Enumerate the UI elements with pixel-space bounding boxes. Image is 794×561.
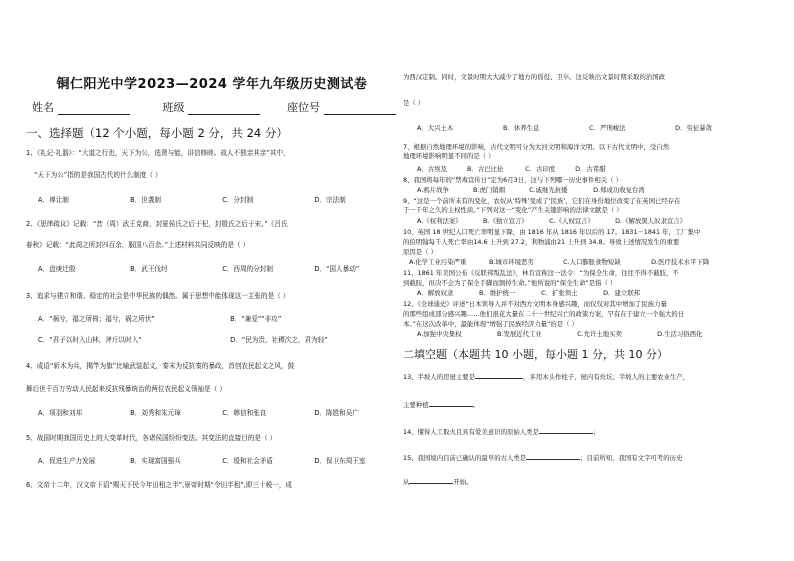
q8-stem: 8、我国将每年的“禁毒宣传日”定为6月3日，这与下列哪一历史事件相关（ ） [403,176,622,184]
q3-stem: 3、追求与建立和谐、稳定的社会是中华民族的偶然。属于思想中能体现这一主张的是（ ） [26,292,290,300]
q15-line1 [403,452,682,462]
q14-text-b: ； [592,428,600,436]
q5-option-d[interactable]: D．保卫东周王室 [314,457,366,465]
q2-option-a[interactable]: A．盘庚迁殷 [38,265,76,273]
q9-option-c[interactable]: C.《人权宣言》 [549,217,594,225]
q12-option-d[interactable]: D.生活习俗西化 [657,330,703,338]
q14-text-a: 14、懂得人工取火且具有爱美意识的原始人类是 [403,428,539,436]
q15-text-a: 15、我国境内目前已确认的最早的古人类是 [403,454,527,462]
q7-option-b[interactable]: B．古巴比伦 [467,165,504,173]
q7-option-c[interactable]: C．古印度 [525,165,556,173]
q1-option-b[interactable]: B．世袭制 [130,196,162,204]
q1-options [38,196,346,205]
seat-label: 座位号 [287,101,320,114]
q5-stem: 5、战国时期我国历史上的大变革时代，各诸侯国纷纷变法。其变法的直接目的是（ ） [26,434,277,442]
q9-option-a[interactable]: A.《权利法案》 [417,217,462,225]
q13-line2 [403,399,479,409]
q11-option-b[interactable]: B．维护统一 [479,289,516,297]
q11-options [417,289,640,297]
q9-options [417,217,686,225]
q11-option-a[interactable]: A．解放奴隶 [417,289,454,297]
q12-options [417,330,702,338]
q2-options [38,265,359,274]
q3-options-row1 [38,315,281,324]
q15-blank-1[interactable] [526,452,580,460]
q3-option-d[interactable]: D．“民为贵，社稷次之，君为轻” [230,336,328,344]
q8-option-b[interactable]: B.虎门销烟 [473,186,506,194]
q6-option-b[interactable]: B．休养生息 [503,124,540,132]
q2-option-b[interactable]: B．武王伐纣 [130,265,168,273]
q12-option-c[interactable]: C.允许土地买卖 [577,330,622,338]
seat-field[interactable] [324,103,396,115]
q15-blank-2[interactable] [409,476,453,484]
q1-option-a[interactable]: A．禅让制 [38,196,69,204]
q12-option-b[interactable]: B.发展近代工业 [497,330,542,338]
q7-stem-2: 地理环境影响明显不同的是（ ） [403,152,495,160]
q4-stem-2: 舞后世千百万劳动人民起来反抗残暴统治的两位农民起义领袖是（ ） [26,385,226,393]
q1-stem: 1、《礼记·礼器》：“大道之行也，天下为公，选贤与能，讲信修睦。故人不独亲其亲”其中， [26,149,290,157]
q4-stem: 4、成语“斩木为兵，揭竿为旗”比喻武装起义，秦末为反抗秦的暴政，首创农民起义之风，鼓 [26,362,295,370]
q7-options [417,165,606,173]
class-label: 班级 [162,101,185,114]
q6-option-c[interactable]: C．严刑峻法 [589,124,626,132]
q5-options [38,457,366,466]
q10-stem-3: 原因是（ ） [403,248,437,256]
q9-option-d[interactable]: D.《解放黑人奴隶宣言》 [615,217,686,225]
q14-line [403,426,599,436]
q10-option-b[interactable]: B.城市环境恶劣 [489,258,534,266]
q2-stem-2: 春秋》记载：“此周之所封四百余，服国八百余。”上述材料共同反映的是（ ） [26,241,250,249]
student-info-line [32,99,396,115]
q15-line2 [403,476,473,486]
name-field[interactable] [58,103,130,115]
q15-text-b: ；目前所知，我国有文字可考的历史 [580,454,683,462]
q8-option-d[interactable]: D.郑成功收复台湾 [593,186,645,194]
q9-option-b[interactable]: B.《独立宣言》 [483,217,528,225]
section-2-heading: 二填空题（本题共 10 小题，每小题 1 分，共 10 分） [403,348,668,361]
q7-option-d[interactable]: D．古希腊 [575,165,606,173]
q6-continued-2: 是（ ） [403,99,425,107]
q10-options [409,258,709,266]
q10-option-c[interactable]: C.人口膨胀食物短缺 [563,258,621,266]
q6-continued-1: 为西汉定制。同时，文景时期大大减少了地方的徭役、卫卒。这反映出文景时期采取的治国政 [403,73,666,81]
q3-option-a[interactable]: A．“祸兮，福之所倚；福兮，祸之所伏” [38,315,155,323]
q13-text-b: ，多用木头作柱子，屋内有灶坑；半坡人的主要农业生产， [523,373,690,381]
q1-stem-2: “天下为公”指的是我国古代的什么制度（ ） [34,171,162,179]
q7-option-a[interactable]: A．古埃及 [417,165,447,173]
q12-option-a[interactable]: A.加强中央集权 [417,330,462,338]
q8-options [417,186,645,194]
q9-stem-2: 于一千年之久的主权性质。”下列对这一“变化”产生关键影响的法律文献是（ ） [403,206,623,214]
class-field[interactable] [188,103,260,115]
q10-option-d[interactable]: D.医疗技术水平下降 [651,258,710,266]
q15-text-c: 从 [403,478,410,486]
q6-option-d[interactable]: D．穷征暴敛 [675,124,713,132]
q15-text-d: 开始。 [453,478,473,486]
q4-option-a[interactable]: A．项羽和刘邦 [38,409,83,417]
q1-option-d[interactable]: D．宗法制 [314,196,346,204]
q4-option-d[interactable]: D．陈胜和吴广 [314,409,359,417]
q3-option-b[interactable]: B．“兼爱”“非攻” [230,315,282,323]
q3-option-c[interactable]: C．“君子以时入山林，斧斤以时入” [38,336,142,344]
q12-stem: 12、《全球通史》评述“日本领导人并不对西方文明本身感兴趣，而仅仅对其中增加了民族力量 [403,300,667,308]
q3-options-row2 [38,336,328,345]
section-1-heading: 一、选择题（12 个小题，每小题 2 分，共 24 分） [26,126,288,140]
q8-option-a[interactable]: A.鸦片战争 [417,186,449,194]
q12-stem-2: 的那些组成部分感兴趣……他们很花大量在二十一世纪兴亡的政策方案，罕有在于建立一个强大的日 [403,310,685,318]
q6-option-a[interactable]: A．大兴土木 [417,124,454,132]
q4-option-b[interactable]: B．刘秀和朱元璋 [130,409,181,417]
q9-stem: 9、“这是一个前所未有的变化，农奴从‘特殊’变成了‘民族’，它们在身份地位改变了在英国已经存在 [403,197,681,205]
q13-text-c: 主要种植 [403,401,429,409]
q7-stem: 7、根据自然地理环境的影响，古代文明可分为大河文明和海洋文明。以下古代文明中，受自然 [403,143,670,151]
q2-option-d[interactable]: D．“国人暴动” [314,265,360,273]
q10-stem: 10、英国 18 世纪人口死亡率明显下降，由 1816 年从 1816 年以后的 17。1831－1841 年，工厂集中 [403,228,701,236]
q8-option-c[interactable]: C.戚继光抗倭 [529,186,568,194]
q6-options [417,124,712,132]
q13-line1 [403,371,689,381]
q13-text-a: 13、半坡人的房屋主要是 [403,373,476,381]
q13-blank-1[interactable] [475,371,523,379]
q5-option-b[interactable]: B．实现富国强兵 [130,457,181,465]
q2-option-c[interactable]: C．西周的分封制 [222,265,273,273]
q12-stem-3: 本。”在这次改革中，最能体现“增强了民族经济力量”的是（ ） [403,320,578,328]
q10-option-a[interactable]: A.化学工业污染严重 [409,258,467,266]
q4-options [38,409,359,418]
q11-stem: 11、1861 年美国公布《反联邦叛乱法》，林肯宣称这一法令：“为保全生命，往往不得不截肢，不 [403,269,679,277]
q1-option-c[interactable]: C．分封制 [222,196,254,204]
exam-title: 铜仁阳光中学2023—2024 学年九年级历史测试卷 [56,77,368,92]
q11-option-c[interactable]: C．扩张领土 [541,289,578,297]
q11-option-d[interactable]: D．建立联邦 [603,289,641,297]
q11-stem-2: 到截肢，但决不会为了保全手脚而割掉生命。”他所说的“保全生命”是指（ ） [403,279,617,287]
q14-blank[interactable] [539,426,593,434]
q13-text-d: 。 [472,401,479,409]
q4-option-c[interactable]: C．韩信和张良 [222,409,267,417]
q5-option-a[interactable]: A．促进生产力发展 [38,457,96,465]
q5-option-c[interactable]: C．缓和社会矛盾 [222,457,273,465]
name-label: 姓名 [32,101,54,114]
q6-stem: 6、文帝十二年，汉文帝下诏“赐天下民今年田租之半”,景帝时期“令田半租”,即三十税一，成 [26,481,293,489]
q2-stem: 2、《思律疏议》记载：“昔（周）武王克商，封夏侯氏之后于杞，封殷氏之后于宋。”《吕氏 [26,220,288,228]
q10-stem-2: 的伯明翰每千人死亡率由14.6 上升到 27.2，利物浦由21 上升到 34.8。导致上述情况发生的重要 [403,238,680,246]
q13-blank-2[interactable] [429,399,473,407]
